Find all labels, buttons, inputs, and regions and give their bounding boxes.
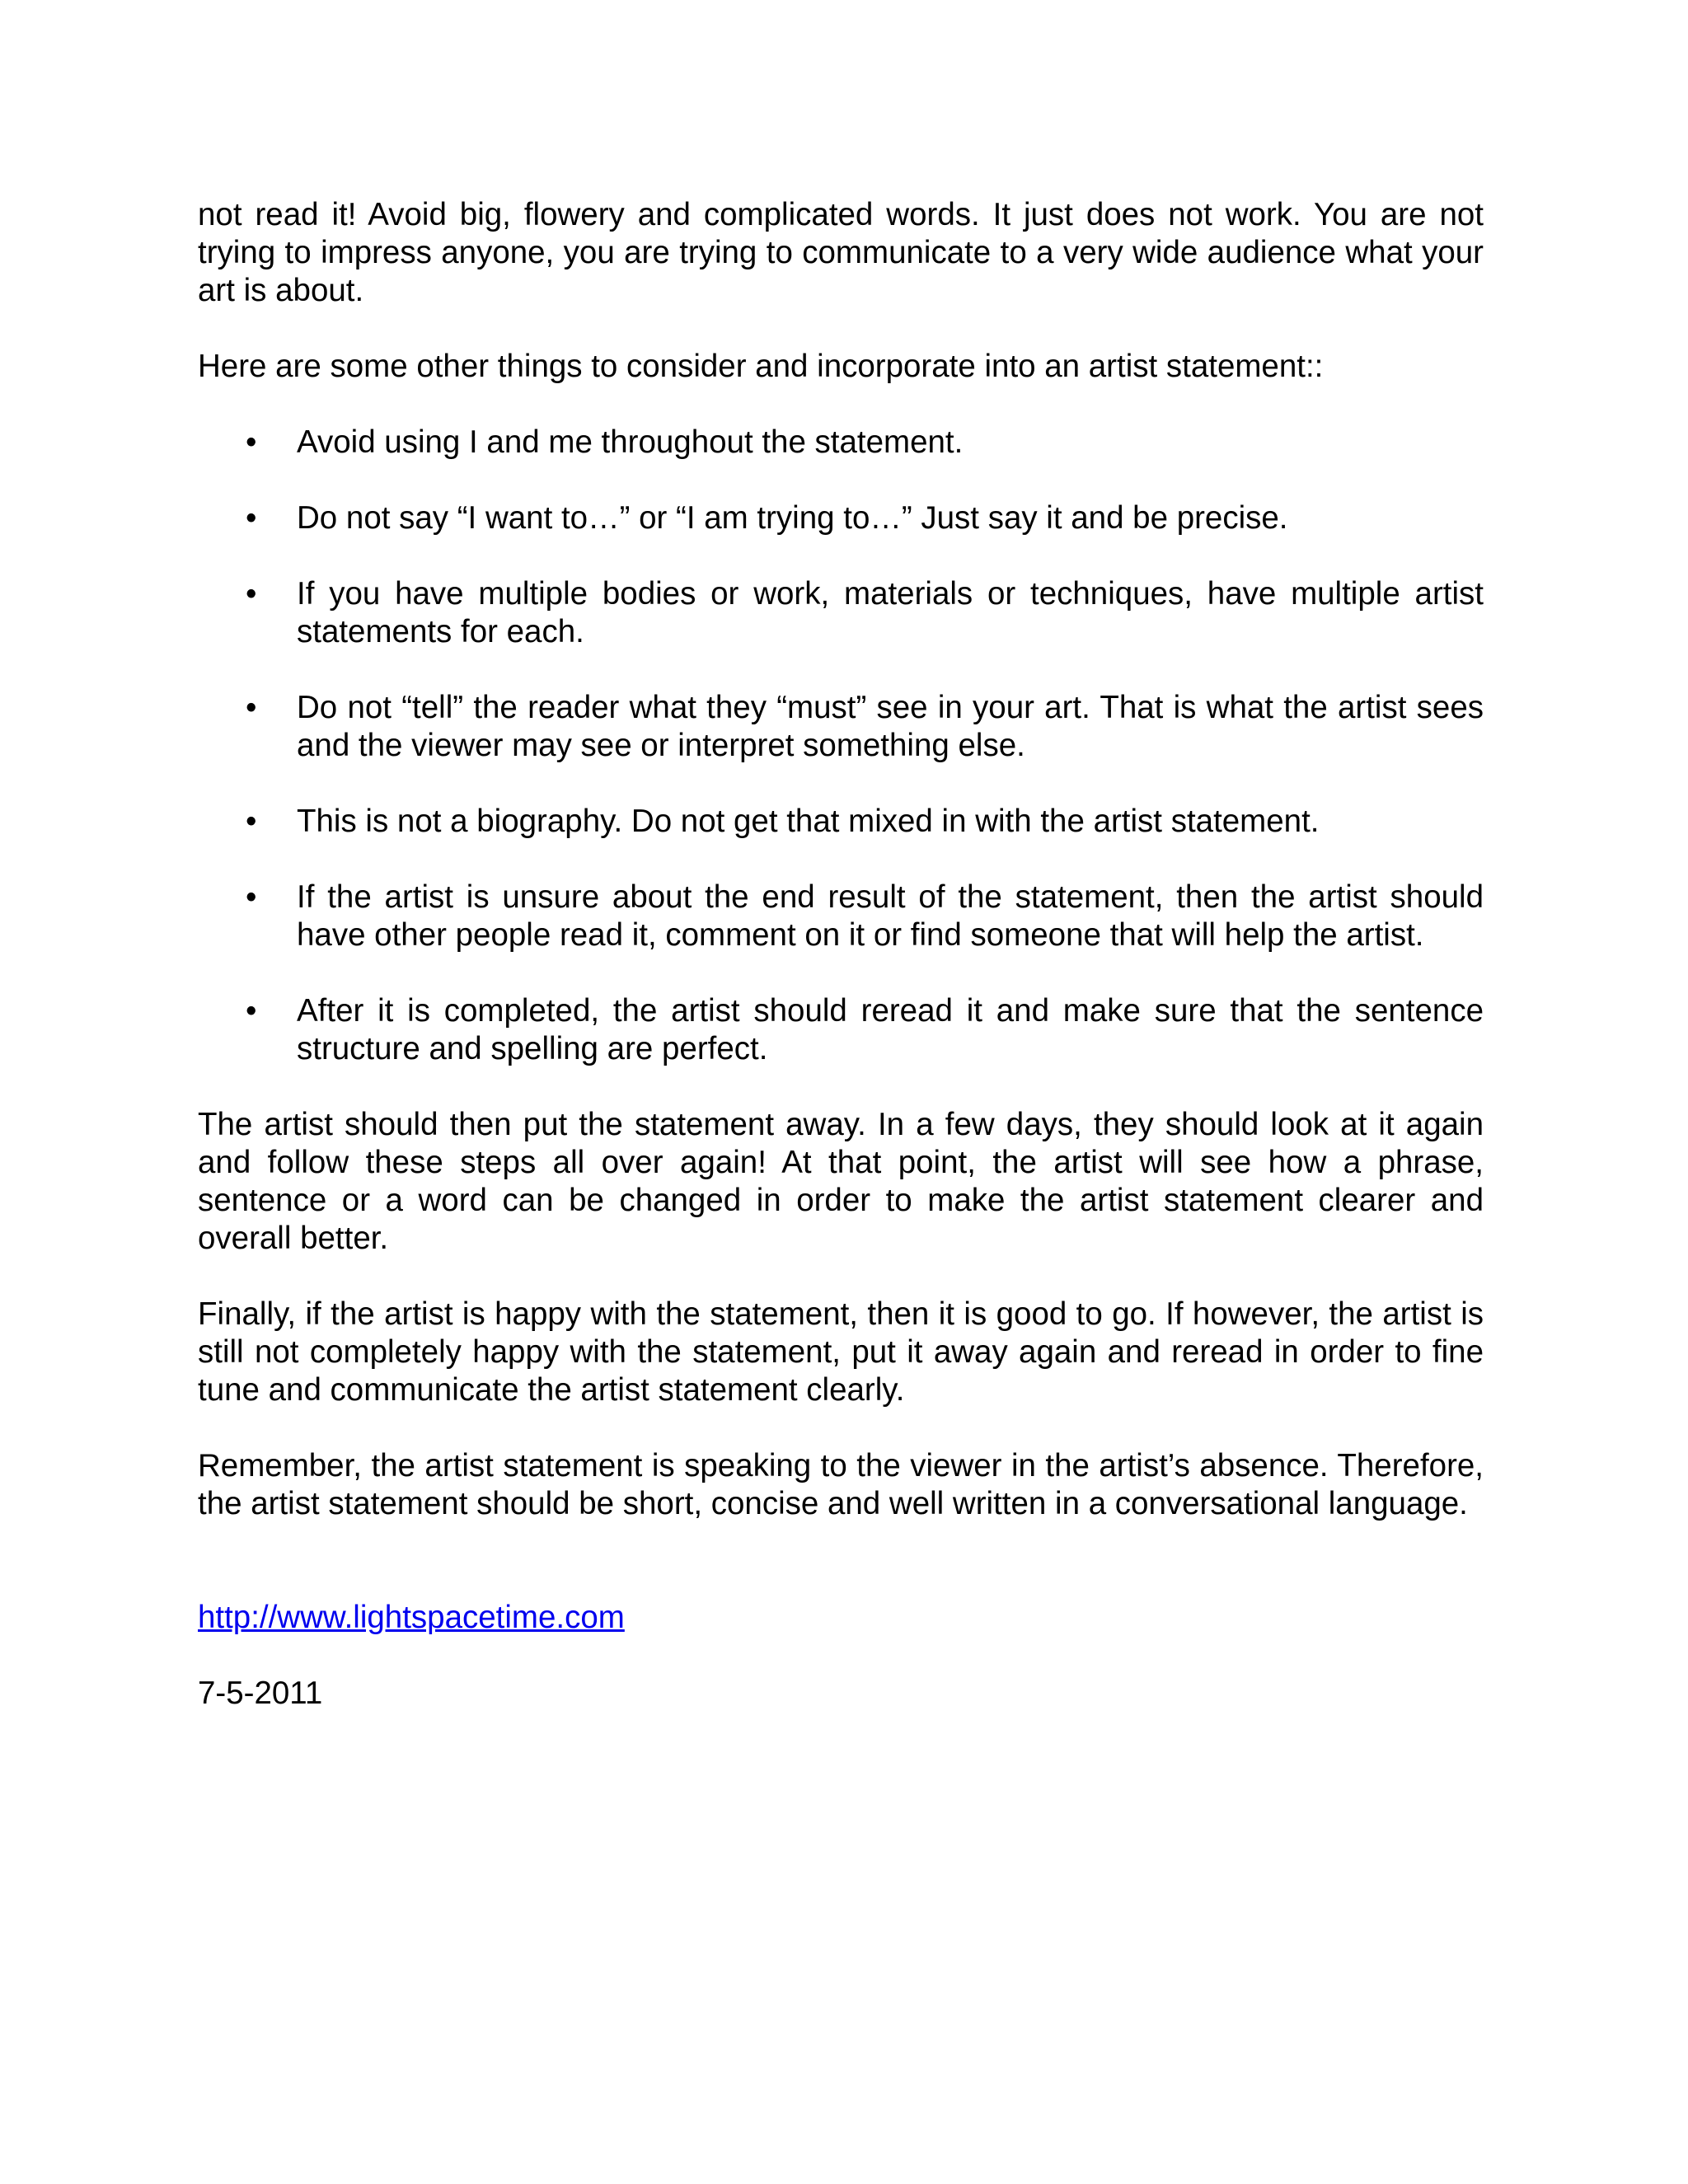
put-away-paragraph: The artist should then put the statement away. In a few days, they should look at it again and follow these steps all over again! At that point, the artist will see how a phrase, sentence or a word can be changed in order to make the artist statement clearer and overall better.	[198, 1107, 1484, 1256]
list-item-text: After it is completed, the artist should reread it and make sure that the sentence structure and spelling are perfect.	[297, 993, 1484, 1066]
list-item-text: Do not say “I want to…” or “I am trying to…” Just say it and be precise.	[297, 500, 1288, 536]
list-item	[198, 803, 1484, 841]
list-item	[198, 879, 1484, 954]
list-item-text: Avoid using I and me throughout the statement.	[297, 424, 964, 460]
bullet-icon: •	[246, 576, 257, 612]
document-page	[198, 196, 1484, 1713]
list-item	[198, 424, 1484, 462]
list-item-text: If you have multiple bodies or work, materials or techniques, have multiple artist statements for each.	[297, 576, 1484, 649]
considerations-list	[198, 424, 1484, 1068]
bullet-icon: •	[246, 804, 257, 839]
list-item-text: If the artist is unsure about the end result of the statement, then the artist should have other people read it, comment on it or find someone that will help the artist.	[297, 879, 1484, 953]
bullet-icon: •	[246, 690, 257, 725]
bullet-icon: •	[246, 424, 257, 460]
list-item	[198, 575, 1484, 651]
bullet-icon: •	[246, 993, 257, 1029]
list-item-text: This is not a biography. Do not get that mixed in with the artist statement.	[297, 804, 1320, 839]
bullet-icon: •	[246, 500, 257, 536]
remember-paragraph: Remember, the artist statement is speaking to the viewer in the artist’s absence. Therefore, the artist statement should be short, concise and well written in a conversational language.	[198, 1448, 1484, 1521]
list-item-text: Do not “tell” the reader what they “must” see in your art. That is what the artist sees and the viewer may see or interpret something else.	[297, 690, 1484, 763]
finally-paragraph: Finally, if the artist is happy with the statement, then it is good to go. If however, the artist is still not completely happy with the statement, put it away again and reread in order to fine tune and communicate the artist statement clearly.	[198, 1296, 1484, 1408]
intro-paragraph: not read it! Avoid big, flowery and complicated words. It just does not work. You are not trying to impress anyone, you are trying to communicate to a very wide audience what your art is about.	[198, 197, 1484, 308]
bullet-list-lead-in: Here are some other things to consider and incorporate into an artist statement::	[198, 349, 1324, 384]
bullet-icon: •	[246, 879, 257, 915]
website-link[interactable]: http://www.lightspacetime.com	[198, 1600, 625, 1635]
list-item	[198, 992, 1484, 1068]
document-date: 7-5-2011	[198, 1675, 323, 1711]
list-item	[198, 689, 1484, 765]
list-item	[198, 499, 1484, 537]
